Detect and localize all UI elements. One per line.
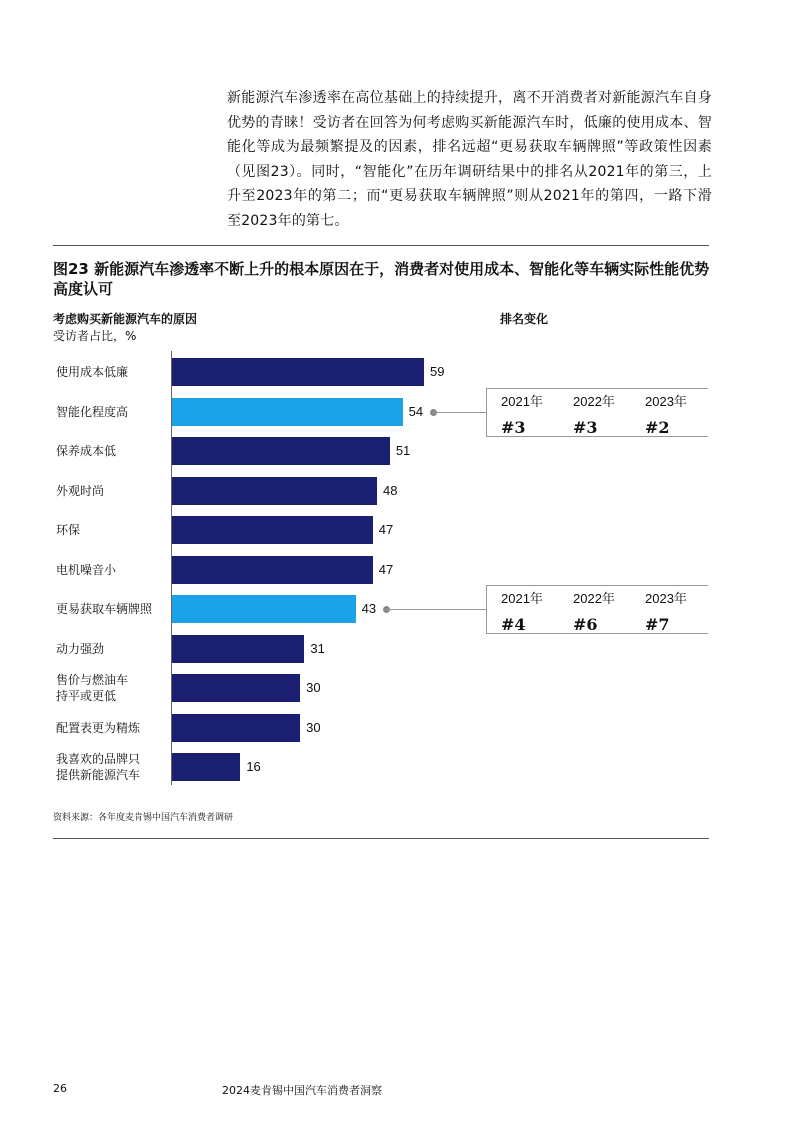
bar — [172, 635, 304, 663]
figure-title: 图23 新能源汽车渗透率不断上升的根本原因在于，消费者对使用成本、智能化等车辆实际性能优势高度认可 — [53, 260, 710, 298]
rank-box-top — [486, 388, 708, 389]
rank-year: 2021年 — [501, 393, 543, 409]
value-label: 47 — [378, 561, 394, 577]
value-label: 43 — [361, 601, 377, 616]
bar — [172, 398, 403, 426]
rank-year: 2023年 — [645, 393, 687, 409]
value-label: 16 — [246, 759, 261, 774]
rank-heading: 排名变化 — [500, 312, 549, 326]
page-number: 26 — [53, 1082, 67, 1095]
category-label: 保养成本低 — [56, 444, 117, 458]
value-label: 30 — [306, 719, 321, 735]
source-note: 资料来源：各年度麦肯锡中国汽车消费者调研 — [53, 813, 234, 823]
value-label: 51 — [395, 443, 411, 458]
category-label: 售价与燃油车 持平或更低 — [56, 673, 129, 703]
rank-year: 2021年 — [501, 591, 543, 606]
rank-value: #2 — [645, 417, 670, 437]
bracket-line — [486, 388, 487, 436]
value-label: 48 — [383, 482, 398, 498]
bar — [172, 516, 373, 544]
rank-year: 2022年 — [573, 393, 615, 409]
category-label: 智能化程度高 — [56, 404, 129, 419]
bar — [172, 753, 240, 781]
category-label: 电机噪音小 — [56, 562, 117, 577]
rank-value: #3 — [501, 417, 526, 437]
connector-line — [433, 412, 486, 413]
divider-top — [53, 245, 709, 246]
rank-value: #7 — [645, 615, 670, 634]
value-label: 30 — [306, 680, 321, 695]
category-label: 使用成本低廉 — [56, 365, 129, 379]
category-label: 动力强劲 — [56, 641, 105, 656]
chart-unit: 受访者占比，% — [53, 329, 137, 343]
category-label: 配置表更为精炼 — [56, 720, 141, 735]
chart-heading: 考虑购买新能源汽车的原因 — [53, 312, 198, 326]
category-label: 更易获取车辆牌照 — [56, 602, 153, 616]
bar — [172, 556, 373, 584]
category-label: 外观时尚 — [56, 483, 105, 498]
rank-year: 2023年 — [645, 591, 687, 606]
footer-title: 2024麦肯锡中国汽车消费者洞察 — [222, 1084, 382, 1097]
rank-box-top — [486, 585, 708, 586]
rank-value: #3 — [573, 417, 598, 437]
category-label: 环保 — [56, 523, 81, 537]
bar — [172, 358, 424, 386]
bar — [172, 477, 377, 505]
bar — [172, 674, 300, 702]
bar — [172, 595, 356, 623]
rank-value: #4 — [501, 615, 526, 634]
category-label: 我喜欢的品牌只 提供新能源汽车 — [56, 752, 141, 782]
rank-year: 2022年 — [573, 591, 615, 606]
bar — [172, 714, 300, 742]
value-label: 54 — [408, 403, 424, 419]
body-paragraph: 新能源汽车渗透率在高位基础上的持续提升，离不开消费者对新能源汽车自身优势的青睐！受访者在回答为何考虑购买新能源汽车时，低廉的使用成本、智能化等成为最频繁提及的因素，排名远超“更易获取车辆牌照”等政策性因素（见图23）。同时，“智能化”在历年调研结果中的排名从2021年的第三，上升至2023年的第二；而“更易获取车辆牌照”则从2021年的第四，一路下滑至2023年的第七。 — [227, 90, 712, 229]
divider-bottom — [53, 838, 709, 839]
bar — [172, 437, 390, 465]
connector-line — [386, 609, 486, 610]
value-label: 31 — [310, 640, 325, 656]
rank-value: #6 — [573, 615, 598, 634]
bracket-line — [486, 585, 487, 633]
value-label: 59 — [430, 364, 445, 379]
value-label: 47 — [378, 522, 394, 537]
